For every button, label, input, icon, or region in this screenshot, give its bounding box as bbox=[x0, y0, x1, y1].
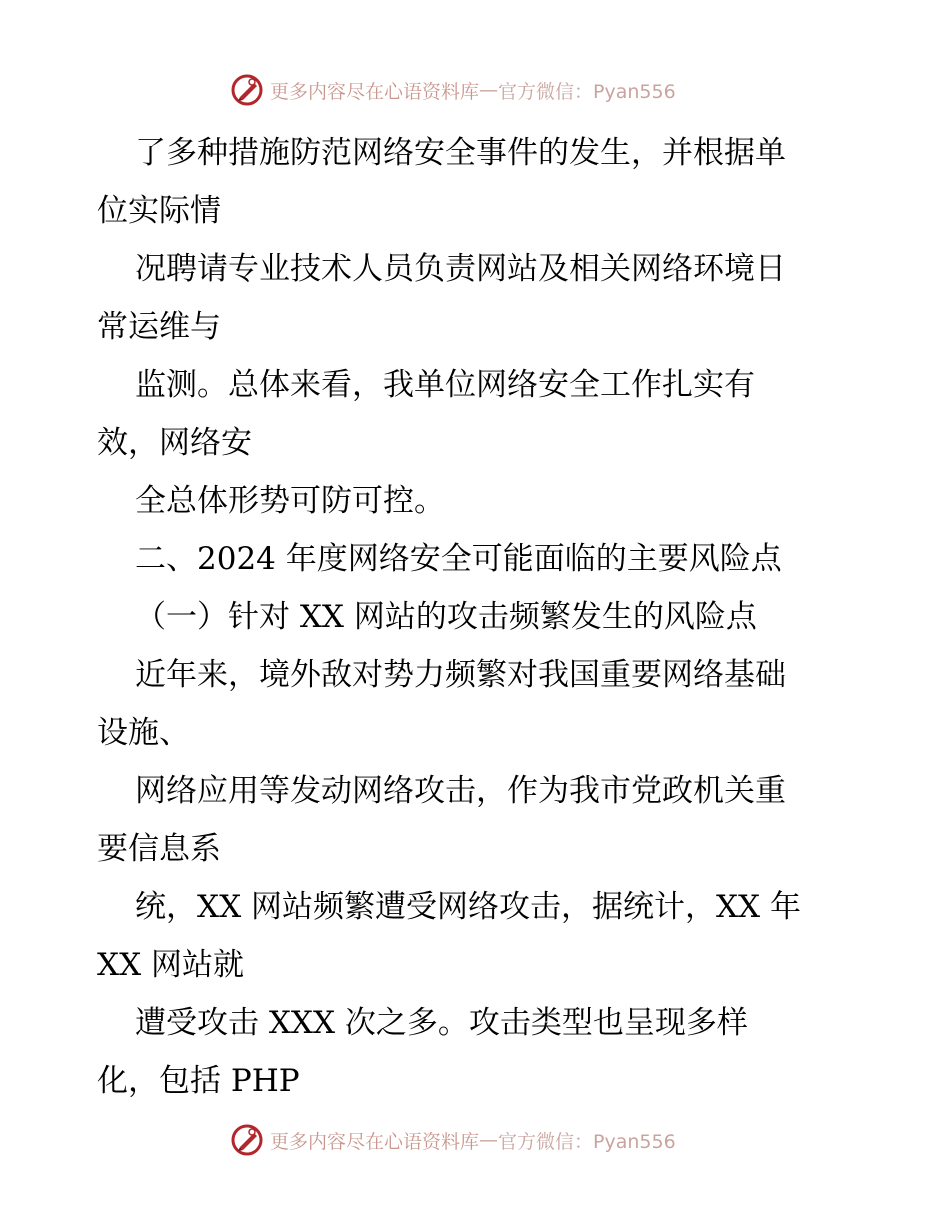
text-line: 全总体形势可防可控。 bbox=[135, 483, 445, 519]
text-line: 要信息系 bbox=[97, 831, 221, 867]
banner-slogan: 更多内容尽在心语资料库 bbox=[270, 80, 480, 103]
footer-watermark-banner bbox=[230, 1120, 750, 1160]
text-line: 位实际情 bbox=[97, 193, 221, 229]
text-line: 常运维与 bbox=[97, 309, 221, 345]
text-line: XX 网站就 bbox=[97, 947, 244, 983]
pen-logo-icon bbox=[230, 73, 264, 107]
text-line: 遭受攻击 XXX 次之多。攻击类型也呈现多样 bbox=[135, 1005, 748, 1041]
pen-logo-icon bbox=[230, 1123, 264, 1157]
banner-slogan: 更多内容尽在心语资料库 bbox=[270, 1130, 480, 1153]
text-line: 设施、 bbox=[97, 715, 190, 751]
section-heading: 二、2024 年度网络安全可能面临的主要风险点 bbox=[135, 541, 782, 577]
text-line: 统，XX 网站频繁遭受网络攻击，据统计，XX 年 bbox=[135, 889, 801, 925]
banner-contact: 官方微信：Pyan556 bbox=[498, 1130, 676, 1153]
subsection-heading: （一）针对 XX 网站的攻击频繁发生的风险点 bbox=[135, 599, 757, 635]
text-line: 效，网络安 bbox=[97, 425, 252, 461]
text-line: 监测。总体来看，我单位网络安全工作扎实有 bbox=[135, 367, 755, 403]
banner-contact: 官方微信：Pyan556 bbox=[498, 80, 676, 103]
banner-dash: — bbox=[479, 1129, 499, 1151]
header-watermark-banner bbox=[230, 70, 750, 110]
text-line: 化，包括 PHP bbox=[97, 1063, 300, 1099]
text-line: 况聘请专业技术人员负责网站及相关网络环境日 bbox=[135, 251, 786, 287]
text-line: 近年来，境外敌对势力频繁对我国重要网络基础 bbox=[135, 657, 786, 693]
text-line: 网络应用等发动网络攻击，作为我市党政机关重 bbox=[135, 773, 786, 809]
text-line: 了多种措施防范网络安全事件的发生，并根据单 bbox=[135, 135, 786, 171]
banner-dash: — bbox=[479, 79, 499, 101]
